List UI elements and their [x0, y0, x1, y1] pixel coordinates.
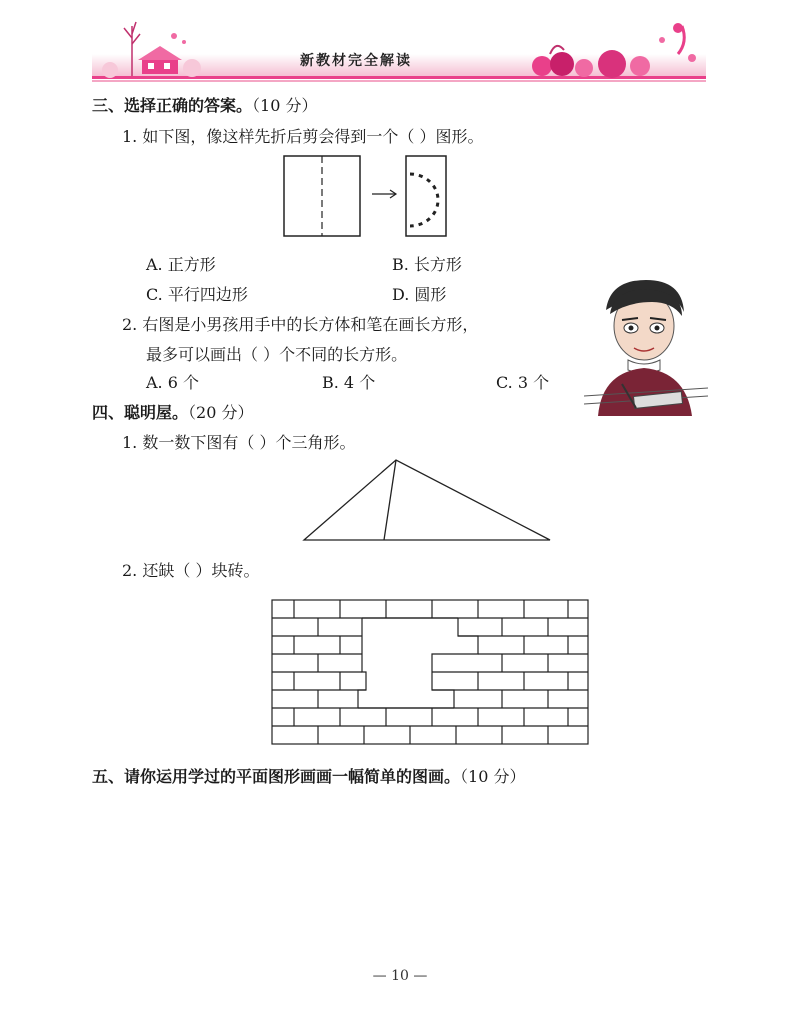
question-4-1: 1. 数一数下图有（ ）个三角形。 — [122, 433, 356, 452]
house-icon — [138, 46, 182, 74]
section-5-heading — [92, 764, 525, 787]
option-3-1-a[interactable]: A. 正方形 — [146, 255, 216, 274]
option-3-1-c[interactable]: C. 平行四边形 — [146, 285, 248, 304]
question-3-1: 1. 如下图，像这样先折后剪会得到一个（ ）图形。 — [122, 127, 484, 146]
brick-wall-figure — [270, 598, 590, 746]
option-3-1-d[interactable]: D. 圆形 — [392, 285, 447, 304]
section-3-points: （10 分） — [252, 96, 318, 115]
section-3-heading — [92, 93, 317, 116]
question-3-2-line2: 最多可以画出（ ）个不同的长方形。 — [146, 345, 408, 364]
brick-wall-gap — [359, 619, 477, 707]
triangle-figure — [300, 456, 554, 544]
page-number: — 10 — — [372, 968, 428, 984]
section-4-title: 四、聪明屋。 — [92, 403, 189, 422]
question-4-2: 2. 还缺（ ）块砖。 — [122, 561, 260, 580]
section-4-heading — [92, 400, 253, 423]
section-5-points: （10 分） — [460, 767, 526, 786]
section-5-title: 五、请你运用学过的平面图形画画一幅简单的图画。 — [92, 767, 461, 786]
fold-cut-figure — [282, 154, 452, 238]
option-3-2-a[interactable]: A. 6 个 — [146, 373, 199, 392]
question-3-2-line1: 2. 右图是小男孩用手中的长方体和笔在画长方形， — [122, 315, 479, 334]
option-3-1-b[interactable]: B. 长方形 — [392, 255, 462, 274]
section-3-title: 三、选择正确的答案。 — [92, 96, 253, 115]
header-title: 新教材完全解读 — [300, 53, 412, 69]
drawing-area[interactable] — [92, 796, 708, 956]
option-3-2-b[interactable]: B. 4 个 — [322, 373, 376, 392]
option-3-2-c[interactable]: C. 3 个 — [496, 373, 550, 392]
section-4-points: （20 分） — [188, 403, 254, 422]
boy-drawing-illustration — [584, 276, 708, 416]
